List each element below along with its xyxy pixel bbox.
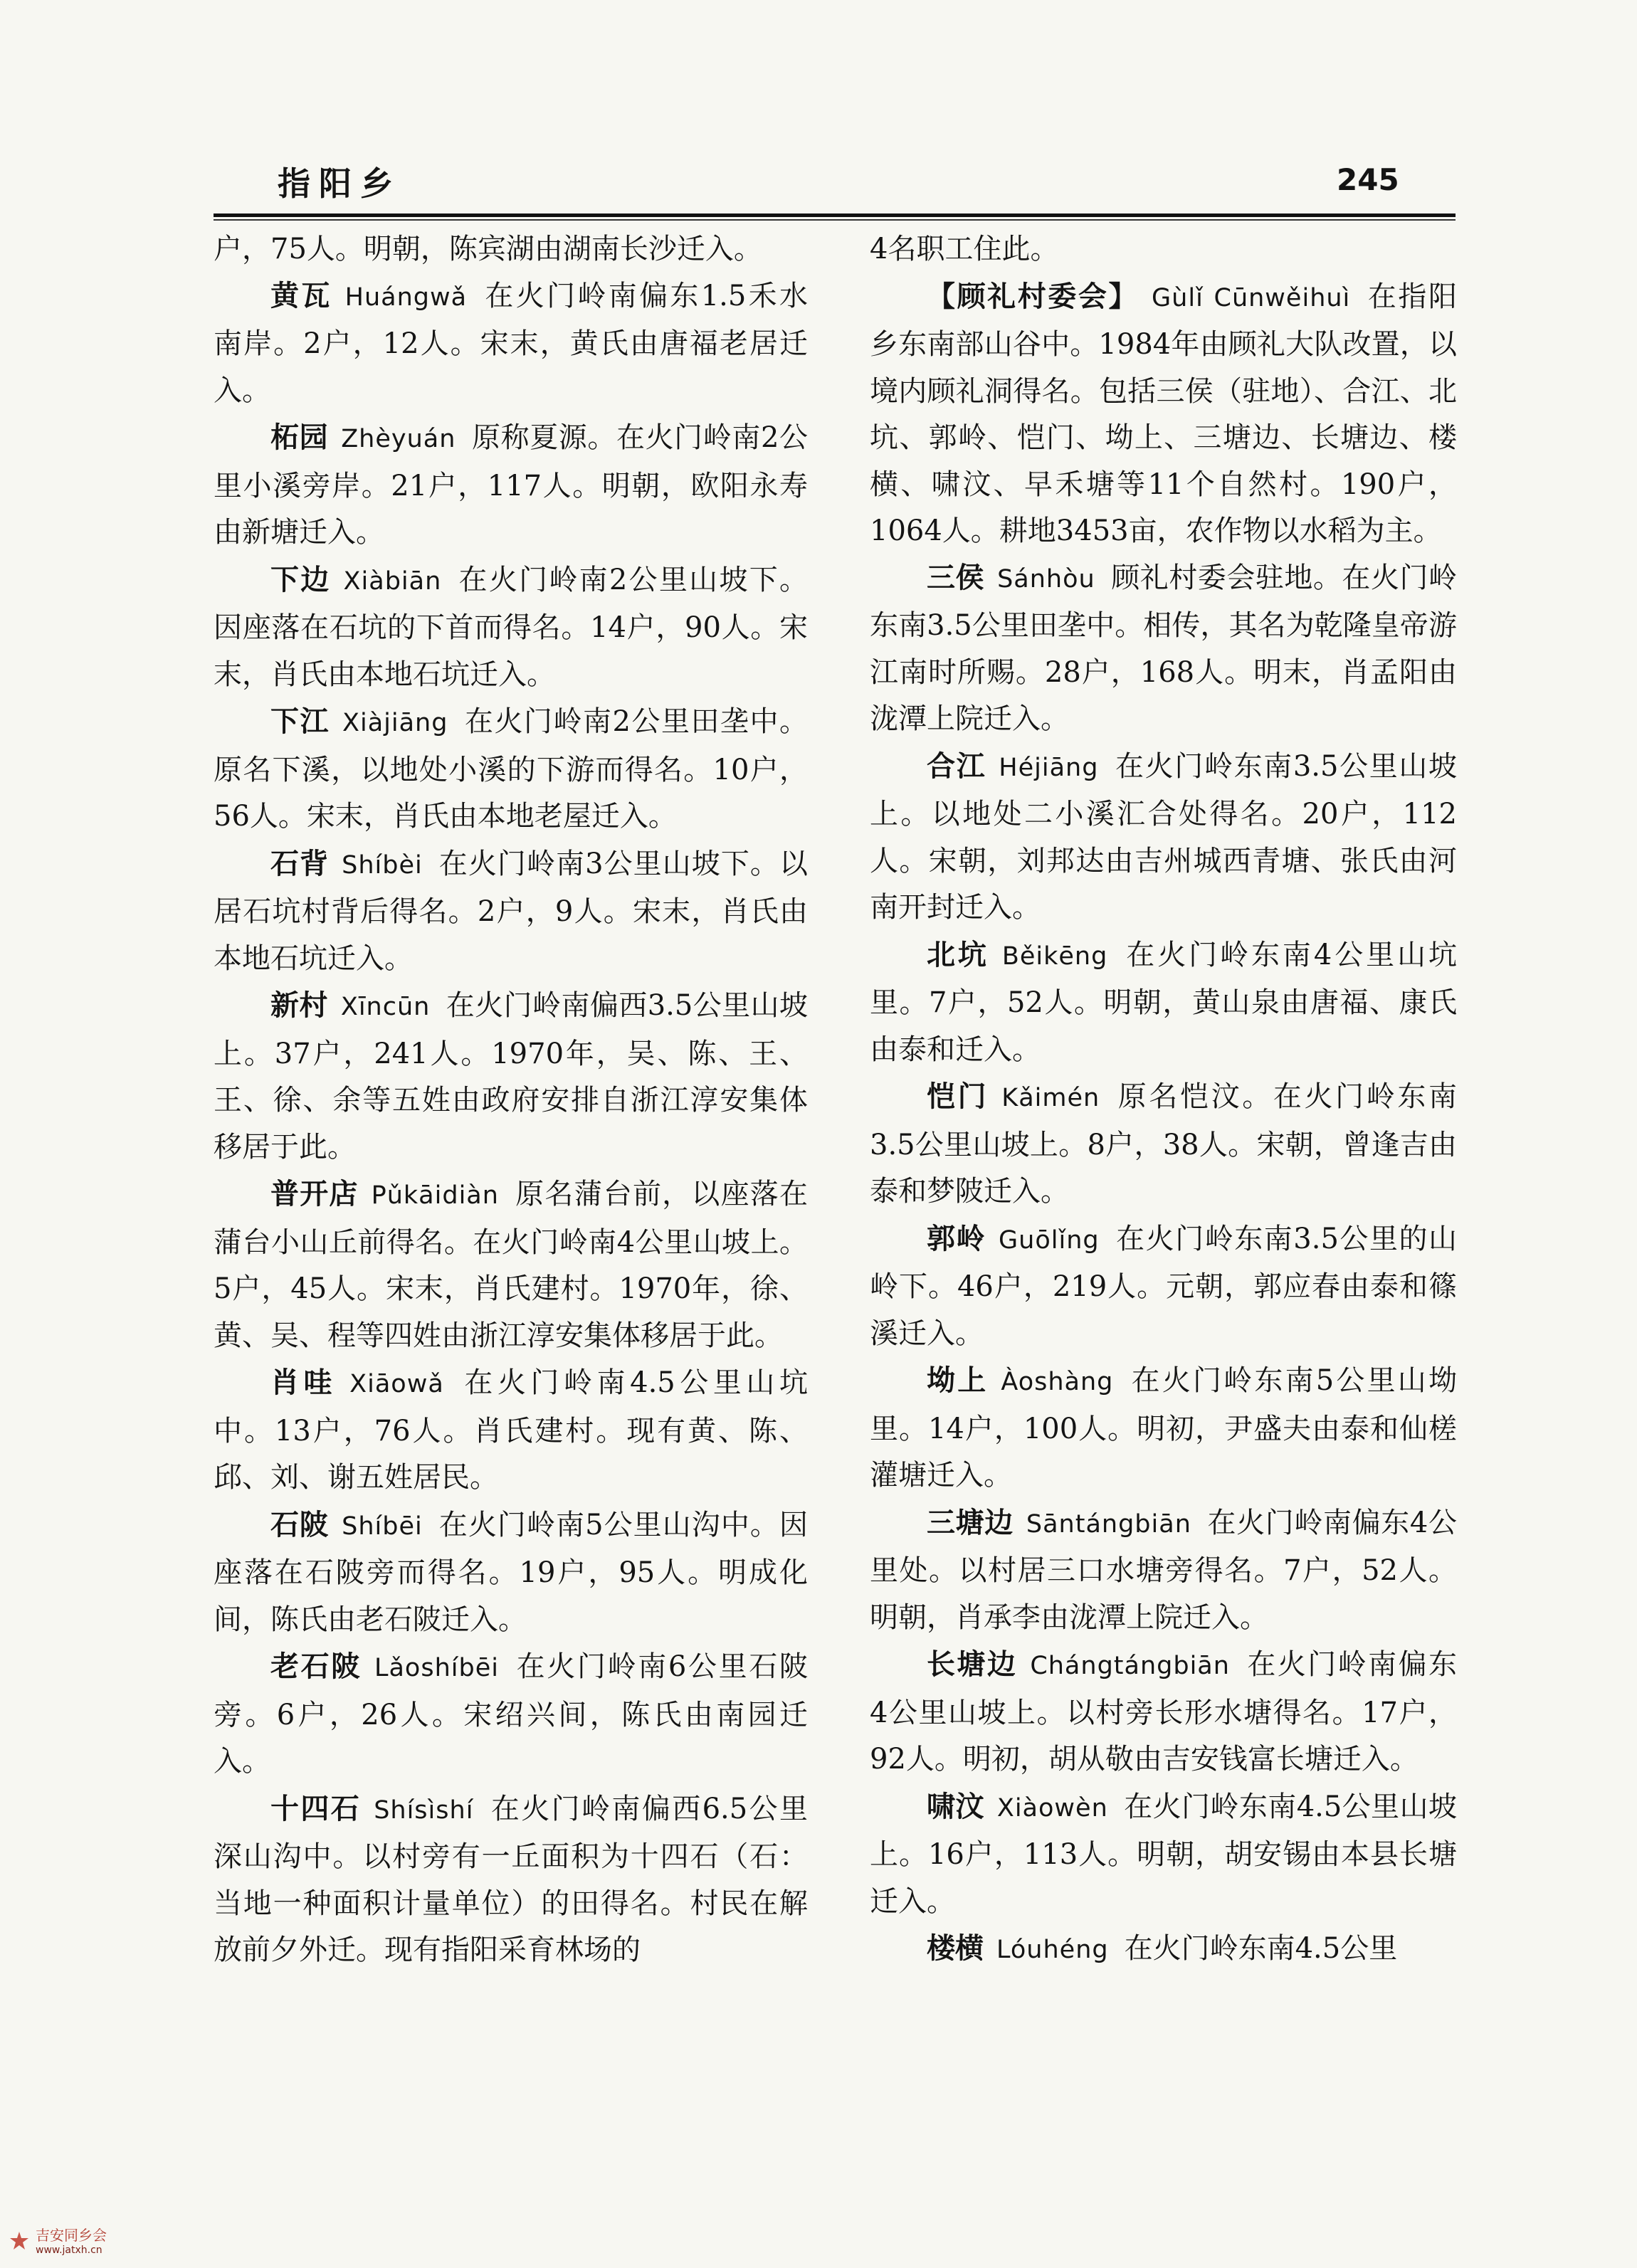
place-description: 在火门岭南偏东4公里处。以村居三口水塘旁得名。7户，52人。明朝，肖承李由泷潭上院迁入。 — [870, 1506, 1457, 1634]
place-pinyin: Xiāowǎ — [349, 1370, 444, 1398]
place-name: 北坑 — [927, 938, 989, 971]
place-entry — [870, 744, 1457, 932]
place-description: 在火门岭南2公里山坡下。因座落在石坑的下首而得名。14户，90人。宋末，肖氏由本地石坑迁入。 — [214, 563, 808, 691]
right-entries — [870, 555, 1457, 1974]
section-pinyin: Gùlǐ Cūnwěihuì — [1152, 283, 1351, 312]
place-description: 在火门岭南2公里田垄中。原名下溪，以地处小溪的下游而得名。10户，56人。宋末，肖氏由本地老屋迁入。 — [214, 705, 808, 833]
place-pinyin: Lóuhéng — [996, 1936, 1109, 1964]
place-pinyin: Běikēng — [1001, 942, 1108, 971]
place-entry — [870, 1216, 1457, 1358]
place-entry — [870, 1358, 1457, 1499]
place-name: 坳上 — [927, 1364, 989, 1397]
place-pinyin: Sánhòu — [997, 564, 1095, 594]
place-pinyin: Kǎimén — [1001, 1084, 1100, 1112]
left-column — [214, 226, 808, 1974]
place-description: 在火门岭东南4公里山坑里。7户，52人。明朝，黄山泉由唐福、康氏由泰和迁入。 — [870, 938, 1457, 1066]
header-rule-thin — [214, 219, 1456, 221]
place-description: 在火门岭东南4.5公里 — [1124, 1932, 1398, 1965]
place-pinyin: Héjiāng — [999, 753, 1099, 782]
left-entries — [214, 273, 808, 1974]
place-pinyin: Àoshàng — [1001, 1368, 1114, 1396]
place-entry — [870, 1642, 1457, 1783]
place-pinyin: Xiàbiān — [343, 566, 442, 596]
place-description: 在火门岭南偏东1.5禾水南岸。2户，12人。宋末，黄氏由唐福老居迁入。 — [214, 279, 809, 407]
watermark-logo-icon — [9, 2230, 30, 2252]
right-column — [870, 226, 1457, 1974]
place-pinyin: Lǎoshíbēi — [374, 1654, 499, 1682]
place-entry — [214, 1360, 808, 1502]
place-description: 顾礼村委会驻地。在火门岭东南3.5公里田垄中。相传，其名为乾隆皇帝游江南时所赐。28户，168人。明末，肖孟阳由泷潭上院迁入。 — [870, 561, 1458, 735]
place-entry — [214, 1171, 808, 1359]
place-entry — [870, 1500, 1457, 1642]
place-entry — [214, 699, 808, 840]
place-name: 郭岭 — [927, 1222, 986, 1255]
place-description: 在火门岭东南3.5公里的山岭下。46户，219人。元朝，郭应春由泰和篠溪迁入。 — [870, 1222, 1457, 1350]
watermark-text: 吉安同乡会 — [36, 2227, 107, 2244]
place-pinyin: Pǔkāidiàn — [371, 1181, 499, 1210]
place-description: 在火门岭东南4.5公里山坡上。16户，113人。明朝，胡安锡由本县长塘迁入。 — [870, 1790, 1457, 1918]
watermark-url: www.jatxh.cn — [36, 2245, 102, 2256]
place-entry — [214, 415, 808, 557]
place-description: 在火门岭南偏西3.5公里山坡上。37户，241人。1970年，吴、陈、王、王、徐、余等五姓由政府安排自浙江淳安集体移居于此。 — [214, 989, 808, 1164]
continuation-text: 户，75人。明朝，陈宾湖由湖南长沙迁入。 — [214, 233, 762, 265]
place-description: 原名恺汶。在火门岭东南3.5公里山坡上。8户，38人。宋朝，曾逢吉由泰和梦陂迁入。 — [870, 1080, 1458, 1208]
place-description: 在火门岭南偏西6.5公里深山沟中。以村旁有一丘面积为十四石（石：当地一种面积计量单位）的田得名。村民在解放前夕外迁。现有指阳采育林场的 — [214, 1792, 808, 1966]
place-name: 楼横 — [927, 1932, 984, 1965]
place-name: 肖哇 — [270, 1366, 337, 1399]
place-name: 恺门 — [927, 1080, 989, 1113]
place-pinyin: Zhèyuán — [341, 425, 456, 453]
place-pinyin: Shísìshí — [374, 1795, 474, 1825]
place-pinyin: Xīncūn — [340, 993, 431, 1021]
place-name: 啸汶 — [927, 1790, 984, 1823]
place-name: 下边 — [270, 563, 331, 596]
place-name: 石背 — [270, 847, 330, 880]
place-entry — [214, 983, 808, 1171]
place-pinyin: Sāntángbiān — [1026, 1509, 1191, 1539]
place-name: 石陂 — [270, 1508, 330, 1541]
place-description: 原称夏源。在火门岭南2公里小溪旁岸。21户，117人。明朝，欧阳永寿由新塘迁入。 — [214, 421, 809, 549]
place-description: 在火门岭东南3.5公里山坡上。以地处二小溪汇合处得名。20户，112人。宋朝，刘邦达由吉州城西青塘、张氏由河南开封迁入。 — [870, 749, 1457, 924]
place-entry — [870, 1074, 1457, 1215]
place-entry — [214, 273, 808, 415]
place-entry — [870, 1926, 1457, 1974]
place-pinyin: Huángwǎ — [344, 283, 468, 312]
place-name: 十四石 — [270, 1792, 362, 1825]
place-description: 在火门岭东南5公里山坳里。14户，100人。明初，尹盛夫由泰和仙槎灌塘迁入。 — [870, 1364, 1457, 1492]
place-name: 黄瓦 — [270, 279, 332, 312]
place-name: 老石陂 — [270, 1650, 362, 1683]
place-name: 三塘边 — [927, 1506, 1014, 1539]
continuation-text: 4名职工住此。 — [870, 233, 1059, 265]
place-entry — [870, 1784, 1457, 1926]
running-header-title: 指阳乡 — [278, 164, 401, 203]
place-name: 下江 — [270, 705, 330, 738]
place-pinyin: Xiàowèn — [996, 1793, 1108, 1823]
place-entry — [214, 1786, 808, 1974]
place-pinyin: Shíbēi — [342, 1512, 423, 1541]
header-rule — [214, 213, 1456, 217]
section-heading: 【顾礼村委会】 — [927, 280, 1139, 313]
place-description: 在火门岭南4.5公里山坑中。13户，76人。肖氏建村。现有黄、陈、邱、刘、谢五姓居民。 — [214, 1366, 808, 1494]
place-entry — [214, 1502, 808, 1644]
section-entry — [870, 274, 1457, 555]
place-entry — [214, 841, 808, 983]
site-watermark — [6, 2226, 177, 2262]
place-name: 新村 — [270, 989, 328, 1022]
place-pinyin: Guōlǐng — [999, 1225, 1100, 1255]
section-description: 在指阳乡东南部山谷中。1984年由顾礼大队改置，以境内顾礼洞得名。包括三侯（驻地）、合江、北坑、郭岭、恺门、坳上、三塘边、长塘边、楼横、啸汶、早禾塘等11个自然村。190户，1064人。耕地3453亩，农作物以水稻为主。 — [870, 280, 1458, 547]
page-number: 245 — [1337, 162, 1399, 197]
place-name: 长塘边 — [927, 1648, 1018, 1681]
place-description: 在火门岭南偏东4公里山坡上。以村旁长形水塘得名。17户，92人。明初，胡从敬由吉安钱富长塘迁入。 — [870, 1648, 1457, 1776]
place-name: 合江 — [927, 749, 986, 783]
place-name: 三侯 — [927, 561, 985, 594]
place-entry — [214, 1644, 808, 1786]
place-description: 在火门岭南3公里山坡下。以居石坑村背后得名。2户，9人。宋末，肖氏由本地石坑迁入。 — [214, 847, 808, 975]
place-pinyin: Shíbèi — [342, 850, 423, 880]
place-pinyin: Chángtángbiān — [1030, 1652, 1230, 1680]
place-entry — [870, 932, 1457, 1074]
place-entry — [870, 555, 1457, 743]
place-description: 原名蒲台前，以座落在蒲台小山丘前得名。在火门岭南4公里山坡上。5户，45人。宋末，肖氏建村。1970年，徐、黄、吴、程等四姓由浙江淳安集体移居于此。 — [214, 1178, 809, 1352]
place-name: 普开店 — [270, 1178, 359, 1211]
place-description: 在火门岭南6公里石陂旁。6户，26人。宋绍兴间，陈氏由南园迁入。 — [214, 1650, 809, 1778]
place-entry — [214, 557, 808, 699]
place-description: 在火门岭南5公里山沟中。因座落在石陂旁而得名。19户，95人。明成化间，陈氏由老石陂迁入。 — [214, 1508, 808, 1636]
place-name: 柘园 — [270, 421, 329, 454]
place-pinyin: Xiàjiāng — [342, 709, 448, 737]
